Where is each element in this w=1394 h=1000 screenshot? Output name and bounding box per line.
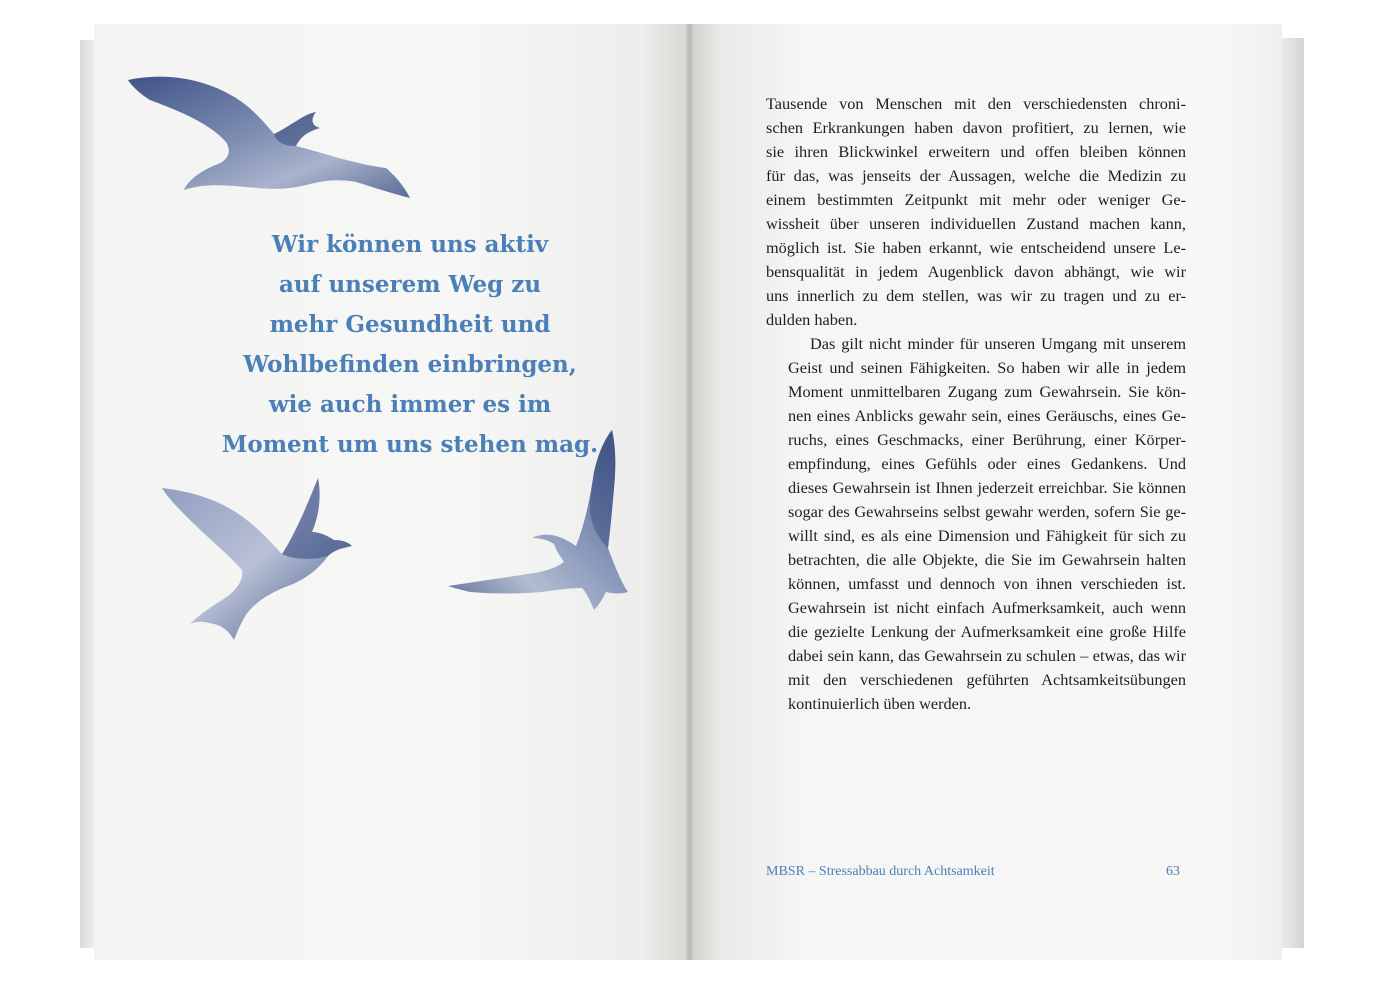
body-text — [766, 92, 1186, 716]
quote-line: Moment um uns stehen mag. — [221, 431, 599, 458]
text-line: betrachten, die alle Objekte, die Sie im Gewahrsein halten — [788, 550, 1186, 569]
text-line: Tausende von Menschen mit den verschiedensten chroni- — [766, 94, 1186, 113]
pull-quote — [200, 225, 620, 465]
text-line: möglich ist. Sie haben erkannt, wie entscheidend unsere Le- — [766, 238, 1186, 257]
bird-left-illustration — [158, 474, 354, 644]
text-line: die gezielte Lenkung der Aufmerksamkeit eine große Hilfe — [788, 622, 1186, 641]
quote-line: wie auch immer es im — [268, 391, 552, 418]
text-line: Gewahrsein ist nicht einfach Aufmerksamkeit, auch wenn — [788, 598, 1186, 617]
text-line: dieses Gewahrsein ist Ihnen jederzeit erreichbar. Sie können — [788, 478, 1186, 497]
text-line: empfindung, eines Gefühls oder eines Gedankens. Und — [788, 454, 1186, 473]
text-line: mit den verschiedenen geführten Achtsamkeitsübungen — [788, 670, 1186, 689]
text-line: sie ihren Blickwinkel erweitern und offen bleiben können — [766, 142, 1186, 161]
text-line: Moment unmittelbaren Zugang zum Gewahrsein. Sie kön- — [788, 382, 1186, 401]
quote-line: mehr Gesundheit und — [269, 311, 551, 338]
book-gutter — [686, 24, 694, 960]
text-line: sogar des Gewahrseins selbst gewahr werden, sofern Sie ge- — [788, 502, 1186, 521]
text-line: für das, was jenseits der Aussagen, welche die Medizin zu — [766, 166, 1186, 185]
text-line: willt sind, es als eine Dimension und Fähigkeit für sich zu — [788, 526, 1186, 545]
paragraph-2 — [766, 332, 1186, 716]
bird-top-illustration — [124, 72, 414, 207]
quote-line: Wohlbefinden einbringen, — [243, 351, 577, 378]
text-line: können, umfasst und dennoch von ihnen verschieden ist. — [788, 574, 1186, 593]
page-number: 63 — [1166, 864, 1180, 879]
text-line: uns innerlich zu dem stellen, was wir zu tragen und zu er- — [766, 286, 1186, 305]
quote-line: auf unserem Weg zu — [278, 271, 542, 298]
paragraph-1 — [766, 92, 1186, 332]
text-line: Geist und seinen Fähigkeiten. So haben wir alle in jedem — [788, 358, 1186, 377]
text-line: wissheit über unseren individuellen Zustand machen kann, — [766, 214, 1186, 233]
text-line: schen Erkrankungen haben davon profitiert, zu lernen, wie — [766, 118, 1186, 137]
text-line: Das gilt nicht minder für unseren Umgang mit unserem — [810, 334, 1186, 353]
running-footer-title: MBSR – Stressabbau durch Achtsamkeit — [766, 864, 995, 879]
quote-line: Wir können uns aktiv — [271, 231, 549, 258]
text-line: dabei sein kann, das Gewahrsein zu schulen – etwas, das wir — [788, 646, 1186, 665]
text-line: bensqualität in jedem Augenblick davon abhängt, wie wir — [766, 262, 1186, 281]
text-line: einem bestimmten Zeitpunkt mit mehr oder weniger Ge- — [766, 190, 1186, 209]
text-line: kontinuierlich üben werden. — [788, 694, 972, 713]
text-line: nen eines Anblicks gewahr sein, eines Geräuschs, eines Ge- — [788, 406, 1186, 425]
text-line: dulden haben. — [766, 310, 858, 329]
text-line: ruchs, eines Geschmacks, einer Berührung, einer Körper- — [788, 430, 1186, 449]
